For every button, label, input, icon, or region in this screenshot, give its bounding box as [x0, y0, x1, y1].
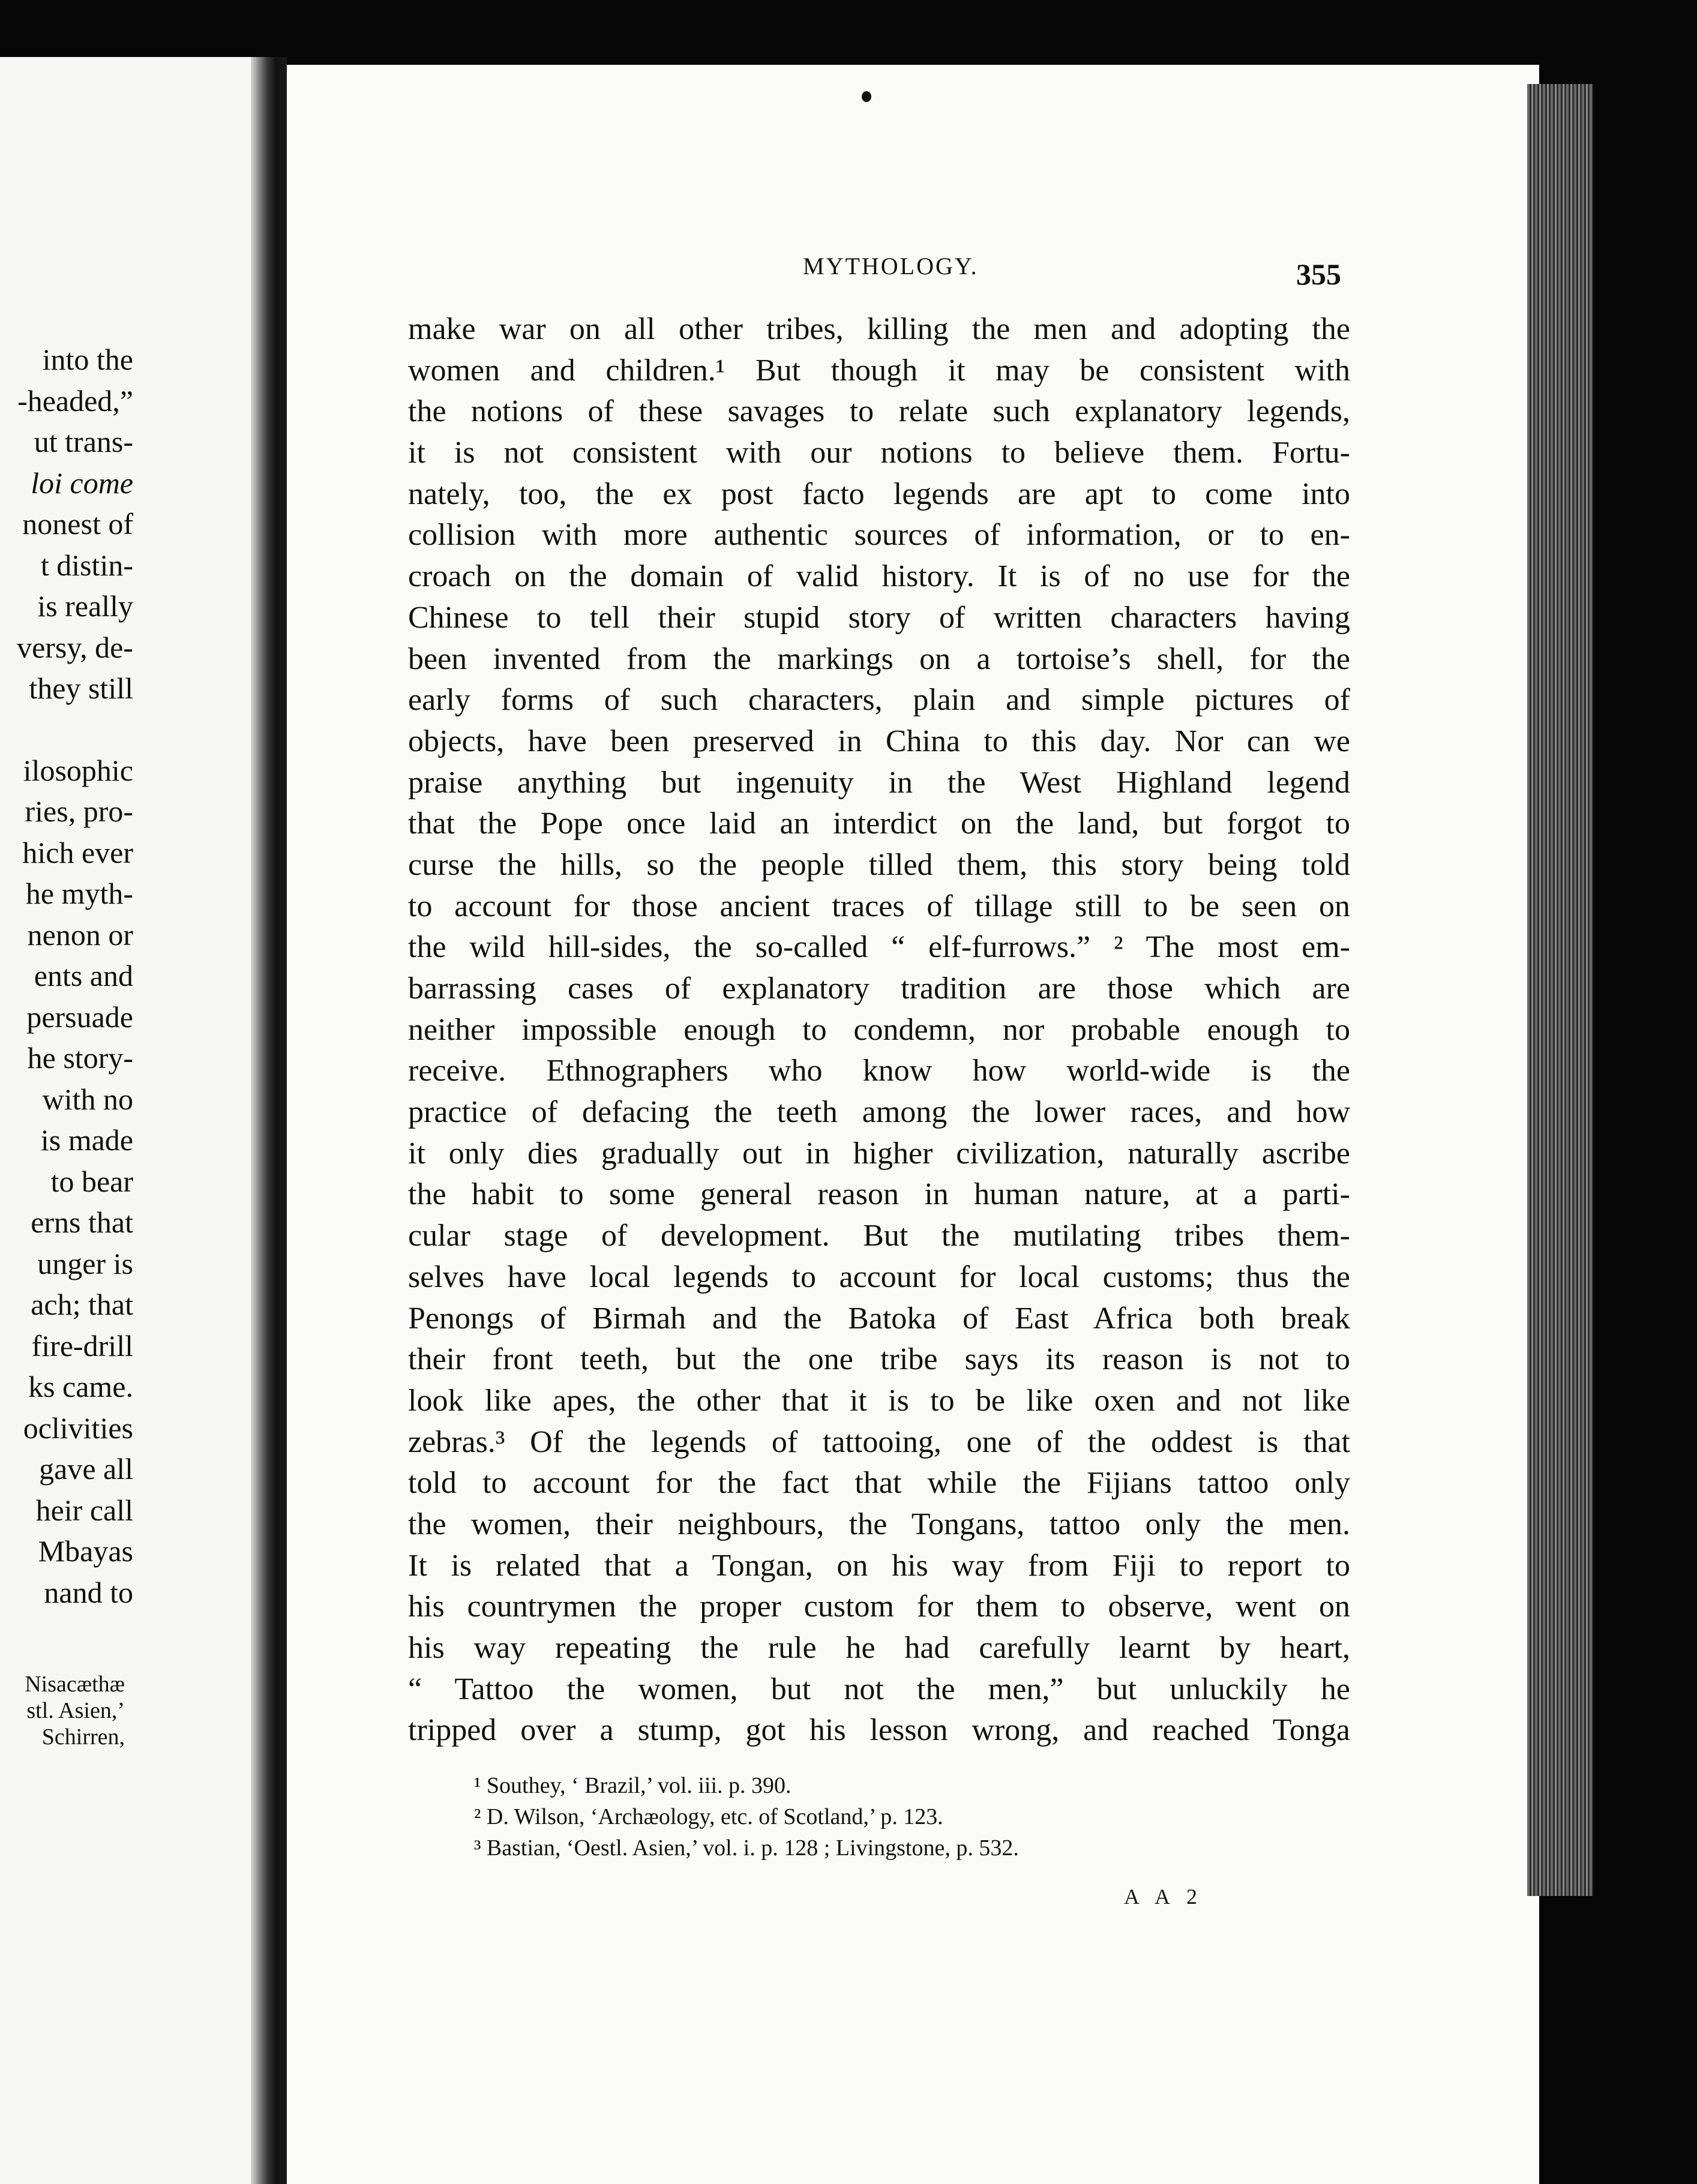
- left-line: oclivities: [23, 1411, 133, 1445]
- body-line: curse the hills, so the people tilled them, this story being told: [408, 847, 1350, 882]
- page-number: 355: [1296, 257, 1341, 291]
- left-line: t distin-: [40, 548, 133, 582]
- body-line: receive. Ethnographers who know how world-wide is the: [408, 1054, 1350, 1088]
- body-line: objects, have been preserved in China to this day. Nor can we: [408, 724, 1350, 758]
- left-line: they still: [29, 671, 133, 705]
- body-line: Chinese to tell their stupid story of written characters having: [408, 600, 1350, 635]
- body-line: his way repeating the rule he had carefully learnt by heart,: [408, 1631, 1350, 1665]
- left-line: persuade: [26, 1000, 133, 1034]
- body-line: their front teeth, but the one tribe says its reason is not to: [408, 1342, 1350, 1377]
- body-line: women and children.¹ But though it may be consistent with: [408, 353, 1350, 388]
- left-line: is made: [40, 1123, 133, 1157]
- body-line: the women, their neighbours, the Tongans, tattoo only the men.: [408, 1507, 1350, 1541]
- body-line: selves have local legends to account for local customs; thus the: [408, 1259, 1350, 1294]
- body-line: Penongs of Birmah and the Batoka of East Africa both break: [408, 1301, 1350, 1336]
- body-line: make war on all other tribes, killing the men and adopting the: [408, 312, 1350, 346]
- left-line: hich ever: [22, 835, 133, 869]
- footnote: ² D. Wilson, ‘Archæology, etc. of Scotland,’ p. 123.: [474, 1804, 943, 1829]
- signature-mark: A A 2: [1124, 1885, 1204, 1909]
- body-line: It is related that a Tongan, on his way from Fiji to report to: [408, 1548, 1350, 1583]
- left-line: gave all: [39, 1452, 133, 1486]
- running-head: MYTHOLOGY.: [803, 253, 979, 280]
- left-line: erns that: [31, 1205, 133, 1239]
- left-line: loi come: [31, 466, 133, 500]
- body-line: practice of defacing the teeth among the lower races, and how: [408, 1095, 1350, 1130]
- left-page-fragment: [0, 57, 264, 2184]
- body-line: tripped over a stump, got his lesson wrong, and reached Tonga: [408, 1713, 1350, 1748]
- footnotes: [474, 1770, 1194, 1864]
- footnote: ¹ Southey, ‘ Brazil,’ vol. iii. p. 390.: [474, 1773, 791, 1798]
- body-line: it only dies gradually out in higher civilization, naturally ascribe: [408, 1136, 1350, 1171]
- left-page-footnotes: [0, 1671, 264, 1750]
- left-line: ries, pro-: [25, 794, 133, 828]
- body-line: look like apes, the other that it is to be like oxen and not like: [408, 1383, 1350, 1418]
- left-line: ach; that: [31, 1288, 133, 1321]
- body-line: barrassing cases of explanatory tradition are those which are: [408, 971, 1350, 1006]
- left-line: heir call: [35, 1493, 133, 1527]
- book-gutter: [251, 57, 287, 2184]
- body-line: croach on the domain of valid history. It is of no use for the: [408, 559, 1350, 594]
- left-line: nonest of: [22, 507, 133, 541]
- left-line: unger is: [37, 1246, 133, 1280]
- body-text: [408, 309, 1350, 1751]
- body-line: told to account for the fact that while the Fijians tattoo only: [408, 1466, 1350, 1501]
- body-line: “ Tattoo the women, but not the men,” but unluckily he: [408, 1672, 1350, 1706]
- page-edge-stack: [1527, 84, 1593, 1896]
- body-line: collision with more authentic sources of information, or to en-: [408, 518, 1350, 553]
- left-line: into the: [42, 343, 133, 376]
- body-line: the notions of these savages to relate such explanatory legends,: [408, 394, 1350, 429]
- left-line: he story-: [27, 1041, 133, 1075]
- body-line: to account for those ancient traces of tillage still to be seen on: [408, 889, 1350, 923]
- left-line: nenon or: [27, 917, 133, 952]
- left-line: fire-drill: [31, 1328, 133, 1363]
- body-line: it is not consistent with our notions to believe them. Fortu-: [408, 436, 1350, 470]
- body-line: early forms of such characters, plain and simple pictures of: [408, 683, 1350, 718]
- left-note: Schirren,: [41, 1724, 125, 1750]
- body-line: praise anything but ingenuity in the West Highland legend: [408, 765, 1350, 800]
- left-page-text: [0, 339, 264, 1613]
- body-line: that the Pope once laid an interdict on the land, but forgot to: [408, 806, 1350, 841]
- body-line: the habit to some general reason in human nature, at a parti-: [408, 1177, 1350, 1212]
- left-line: ents and: [34, 959, 133, 992]
- left-line: ks came.: [28, 1370, 133, 1403]
- left-line: ut trans-: [34, 425, 133, 458]
- left-line: with no: [42, 1082, 133, 1116]
- left-line: Mbayas: [38, 1534, 133, 1568]
- body-line: nately, too, the ex post facto legends are apt to come into: [408, 476, 1350, 511]
- left-line: -headed,”: [17, 383, 133, 418]
- left-note: Nisacæthæ: [25, 1672, 125, 1697]
- left-line: ilosophic: [23, 753, 133, 787]
- body-line: neither impossible enough to condemn, nor probable enough to: [408, 1012, 1350, 1047]
- left-line: [0, 709, 264, 750]
- body-line: his countrymen the proper custom for them to observe, went on: [408, 1589, 1350, 1624]
- left-note: stl. Asien,’: [26, 1698, 125, 1723]
- body-line: the wild hill-sides, the so-called “ elf-furrows.” ² The most em-: [408, 930, 1350, 965]
- body-line: been invented from the markings on a tortoise’s shell, for the: [408, 641, 1350, 676]
- body-line: cular stage of development. But the mutilating tribes them-: [408, 1219, 1350, 1253]
- ink-speck: [862, 91, 871, 102]
- left-line: nand to: [44, 1575, 133, 1609]
- body-line: zebras.³ Of the legends of tattooing, one of the oddest is that: [408, 1424, 1350, 1459]
- left-line: is really: [37, 589, 133, 623]
- left-line: he myth-: [25, 877, 133, 910]
- left-line: to bear: [50, 1164, 133, 1198]
- footnote: ³ Bastian, ‘Oestl. Asien,’ vol. i. p. 128 ; Livingstone, p. 532.: [474, 1835, 1019, 1861]
- left-line: versy, de-: [17, 630, 133, 664]
